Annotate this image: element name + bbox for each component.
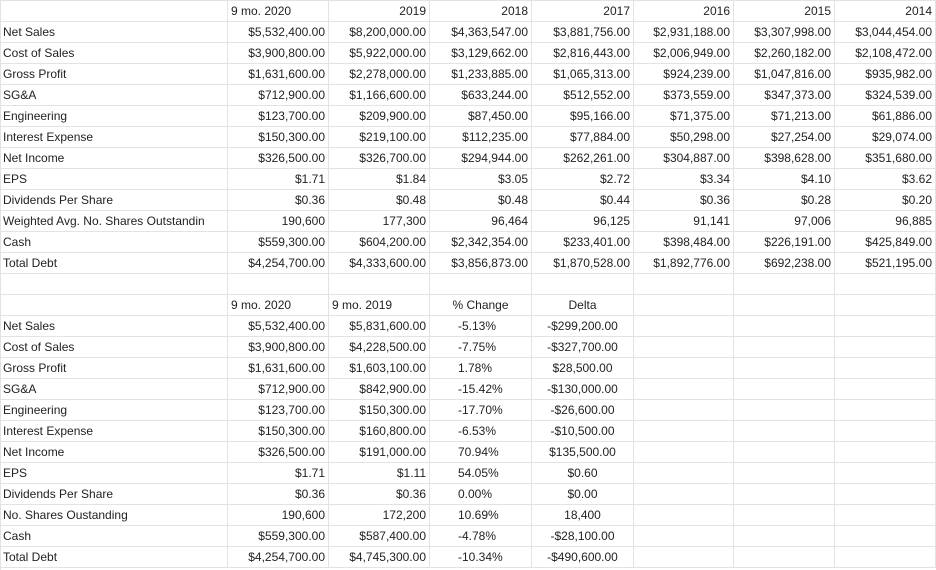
value-cell[interactable]: $135,500.00 [532, 442, 634, 463]
row-label[interactable]: EPS [0, 463, 228, 484]
cell-empty[interactable] [634, 463, 734, 484]
value-cell[interactable]: $1,631,600.00 [228, 358, 329, 379]
value-cell[interactable]: $5,532,400.00 [228, 316, 329, 337]
value-cell[interactable]: 1.78% [430, 358, 532, 379]
cell-empty[interactable] [835, 337, 936, 358]
value-cell[interactable]: $0.36 [634, 190, 734, 211]
value-cell[interactable]: $0.00 [532, 484, 634, 505]
table-row [0, 22, 936, 43]
value-cell[interactable]: $2,342,354.00 [430, 232, 532, 253]
cell-empty[interactable] [734, 547, 835, 568]
cell-empty[interactable] [634, 316, 734, 337]
cell-empty[interactable] [734, 400, 835, 421]
table-row [0, 43, 936, 64]
value-cell[interactable]: 70.94% [430, 442, 532, 463]
row-label[interactable]: SG&A [0, 85, 228, 106]
value-cell[interactable]: -17.70% [430, 400, 532, 421]
table-row [0, 85, 936, 106]
row-label[interactable]: EPS [0, 169, 228, 190]
value-cell[interactable]: $0.60 [532, 463, 634, 484]
bottom-header-row [0, 295, 936, 316]
value-cell[interactable]: $559,300.00 [228, 526, 329, 547]
value-cell[interactable]: $28,500.00 [532, 358, 634, 379]
value-cell[interactable]: $0.36 [228, 190, 329, 211]
row-label[interactable]: Interest Expense [0, 127, 228, 148]
table-row [0, 190, 936, 211]
value-cell[interactable]: $0.20 [835, 190, 936, 211]
cell-empty[interactable] [734, 505, 835, 526]
value-cell[interactable]: $398,628.00 [734, 148, 835, 169]
value-cell[interactable]: $226,191.00 [734, 232, 835, 253]
value-cell[interactable]: $219,100.00 [329, 127, 430, 148]
value-cell[interactable]: $3.62 [835, 169, 936, 190]
cell-empty[interactable] [634, 442, 734, 463]
value-cell[interactable]: $87,450.00 [430, 106, 532, 127]
value-cell[interactable]: $1,631,600.00 [228, 64, 329, 85]
value-cell[interactable]: $1,892,776.00 [634, 253, 734, 274]
value-cell[interactable]: $1,870,528.00 [532, 253, 634, 274]
table-row [0, 148, 936, 169]
value-cell[interactable]: 96,125 [532, 211, 634, 232]
value-cell[interactable]: $4,228,500.00 [329, 337, 430, 358]
value-cell[interactable]: $0.44 [532, 190, 634, 211]
value-cell[interactable]: 96,885 [835, 211, 936, 232]
table-row [0, 358, 936, 379]
column-header[interactable]: 9 mo. 2020 [228, 295, 329, 316]
value-cell[interactable]: 190,600 [228, 505, 329, 526]
value-cell[interactable]: $123,700.00 [228, 106, 329, 127]
value-cell[interactable]: -7.75% [430, 337, 532, 358]
cell-empty[interactable] [634, 295, 734, 316]
value-cell[interactable]: $191,000.00 [329, 442, 430, 463]
value-cell[interactable]: $587,400.00 [329, 526, 430, 547]
value-cell[interactable]: $3.34 [634, 169, 734, 190]
value-cell[interactable]: $842,900.00 [329, 379, 430, 400]
cell-empty[interactable] [634, 400, 734, 421]
value-cell[interactable]: $425,849.00 [835, 232, 936, 253]
value-cell[interactable]: $5,831,600.00 [329, 316, 430, 337]
value-cell[interactable]: $1.11 [329, 463, 430, 484]
column-header[interactable]: % Change [430, 295, 532, 316]
cell-empty[interactable] [835, 295, 936, 316]
cell-empty[interactable] [835, 505, 936, 526]
value-cell[interactable]: -$327,700.00 [532, 337, 634, 358]
cell-empty[interactable] [835, 400, 936, 421]
value-cell[interactable]: $398,484.00 [634, 232, 734, 253]
column-header[interactable]: 9 mo. 2019 [329, 295, 430, 316]
row-label[interactable]: Cost of Sales [0, 43, 228, 64]
value-cell[interactable]: $0.48 [430, 190, 532, 211]
cell-empty[interactable] [532, 274, 634, 295]
value-cell[interactable]: $3,044,454.00 [835, 22, 936, 43]
row-label[interactable]: Net Income [0, 148, 228, 169]
value-cell[interactable]: $1,603,100.00 [329, 358, 430, 379]
value-cell[interactable]: $0.48 [329, 190, 430, 211]
value-cell[interactable]: $2,816,443.00 [532, 43, 634, 64]
value-cell[interactable]: 177,300 [329, 211, 430, 232]
table-row [0, 421, 936, 442]
cell-empty[interactable] [835, 463, 936, 484]
column-header[interactable]: 2016 [634, 1, 734, 22]
value-cell[interactable]: $512,552.00 [532, 85, 634, 106]
value-cell[interactable]: 10.69% [430, 505, 532, 526]
row-label[interactable]: Net Income [0, 442, 228, 463]
value-cell[interactable]: -$26,600.00 [532, 400, 634, 421]
value-cell[interactable]: $604,200.00 [329, 232, 430, 253]
value-cell[interactable]: $2.72 [532, 169, 634, 190]
value-cell[interactable]: $4,333,600.00 [329, 253, 430, 274]
value-cell[interactable]: -4.78% [430, 526, 532, 547]
cell-empty[interactable] [634, 505, 734, 526]
value-cell[interactable]: $2,006,949.00 [634, 43, 734, 64]
cell-empty[interactable] [734, 337, 835, 358]
value-cell[interactable]: $1,065,313.00 [532, 64, 634, 85]
value-cell[interactable]: $150,300.00 [329, 400, 430, 421]
value-cell[interactable]: $521,195.00 [835, 253, 936, 274]
table-row [0, 106, 936, 127]
value-cell[interactable]: -6.53% [430, 421, 532, 442]
value-cell[interactable]: $3,129,662.00 [430, 43, 532, 64]
value-cell[interactable]: -$490,600.00 [532, 547, 634, 568]
value-cell[interactable]: $0.36 [329, 484, 430, 505]
value-cell[interactable]: $5,922,000.00 [329, 43, 430, 64]
table-row [0, 64, 936, 85]
value-cell[interactable]: -10.34% [430, 547, 532, 568]
table-row [0, 463, 936, 484]
cell-empty[interactable] [634, 421, 734, 442]
value-cell[interactable]: -$28,100.00 [532, 526, 634, 547]
value-cell[interactable]: $150,300.00 [228, 421, 329, 442]
value-cell[interactable]: $4.10 [734, 169, 835, 190]
value-cell[interactable]: $150,300.00 [228, 127, 329, 148]
value-cell[interactable]: $71,213.00 [734, 106, 835, 127]
value-cell[interactable]: 91,141 [634, 211, 734, 232]
cell-empty[interactable] [835, 358, 936, 379]
value-cell[interactable]: $262,261.00 [532, 148, 634, 169]
value-cell[interactable]: $712,900.00 [228, 379, 329, 400]
value-cell[interactable]: $61,886.00 [835, 106, 936, 127]
cell-empty[interactable] [228, 274, 329, 295]
row-label[interactable]: Net Sales [0, 22, 228, 43]
value-cell[interactable]: $351,680.00 [835, 148, 936, 169]
value-cell[interactable]: $373,559.00 [634, 85, 734, 106]
value-cell[interactable]: $304,887.00 [634, 148, 734, 169]
value-cell[interactable]: $5,532,400.00 [228, 22, 329, 43]
value-cell[interactable]: $326,500.00 [228, 442, 329, 463]
row-label[interactable]: Gross Profit [0, 64, 228, 85]
value-cell[interactable]: $2,108,472.00 [835, 43, 936, 64]
column-header[interactable]: 2014 [835, 1, 936, 22]
cell-empty[interactable] [0, 274, 228, 295]
value-cell[interactable]: $1,166,600.00 [329, 85, 430, 106]
column-header[interactable]: 2015 [734, 1, 835, 22]
cell-empty[interactable] [634, 484, 734, 505]
column-header[interactable]: 2018 [430, 1, 532, 22]
row-label[interactable]: Dividends Per Share [0, 484, 228, 505]
cell-empty[interactable] [835, 316, 936, 337]
value-cell[interactable]: $2,931,188.00 [634, 22, 734, 43]
value-cell[interactable]: $123,700.00 [228, 400, 329, 421]
value-cell[interactable]: $326,500.00 [228, 148, 329, 169]
cell-empty[interactable] [430, 274, 532, 295]
table-row [0, 526, 936, 547]
table-row [0, 211, 936, 232]
table-row [0, 547, 936, 568]
row-label[interactable]: Net Sales [0, 316, 228, 337]
value-cell[interactable]: $1,233,885.00 [430, 64, 532, 85]
value-cell[interactable]: $924,239.00 [634, 64, 734, 85]
value-cell[interactable]: -$299,200.00 [532, 316, 634, 337]
value-cell[interactable]: $95,166.00 [532, 106, 634, 127]
cell-empty[interactable] [835, 421, 936, 442]
cell-empty[interactable] [734, 484, 835, 505]
value-cell[interactable]: $209,900.00 [329, 106, 430, 127]
table-row [0, 316, 936, 337]
value-cell[interactable]: $8,200,000.00 [329, 22, 430, 43]
value-cell[interactable]: $3.05 [430, 169, 532, 190]
value-cell[interactable]: $4,745,300.00 [329, 547, 430, 568]
empty-row [0, 274, 936, 295]
column-header[interactable]: 2017 [532, 1, 634, 22]
value-cell[interactable]: $1,047,816.00 [734, 64, 835, 85]
value-cell[interactable]: $3,307,998.00 [734, 22, 835, 43]
value-cell[interactable]: $0.28 [734, 190, 835, 211]
row-label[interactable]: SG&A [0, 379, 228, 400]
row-label[interactable]: Cash [0, 232, 228, 253]
cell-empty[interactable] [835, 526, 936, 547]
cell-empty[interactable] [835, 442, 936, 463]
value-cell[interactable]: $77,884.00 [532, 127, 634, 148]
value-cell[interactable]: $4,254,700.00 [228, 253, 329, 274]
cell-empty[interactable] [734, 442, 835, 463]
value-cell[interactable]: $160,800.00 [329, 421, 430, 442]
table-row [0, 442, 936, 463]
column-header[interactable]: 2019 [329, 1, 430, 22]
value-cell[interactable]: 96,464 [430, 211, 532, 232]
value-cell[interactable]: $347,373.00 [734, 85, 835, 106]
row-label[interactable]: Dividends Per Share [0, 190, 228, 211]
value-cell[interactable]: $71,375.00 [634, 106, 734, 127]
cell-empty[interactable] [634, 274, 734, 295]
value-cell[interactable]: 172,200 [329, 505, 430, 526]
value-cell[interactable]: $4,254,700.00 [228, 547, 329, 568]
table-row [0, 169, 936, 190]
value-cell[interactable]: $326,700.00 [329, 148, 430, 169]
column-header[interactable]: 9 mo. 2020 [228, 1, 329, 22]
value-cell[interactable]: $27,254.00 [734, 127, 835, 148]
row-label[interactable]: Cash [0, 526, 228, 547]
column-header[interactable]: Delta [532, 295, 634, 316]
value-cell[interactable]: $50,298.00 [634, 127, 734, 148]
value-cell[interactable]: $29,074.00 [835, 127, 936, 148]
value-cell[interactable]: $712,900.00 [228, 85, 329, 106]
row-label[interactable]: Cost of Sales [0, 337, 228, 358]
value-cell[interactable]: $2,278,000.00 [329, 64, 430, 85]
value-cell[interactable]: $559,300.00 [228, 232, 329, 253]
value-cell[interactable]: -5.13% [430, 316, 532, 337]
value-cell[interactable]: 97,006 [734, 211, 835, 232]
table-row [0, 400, 936, 421]
cell-empty[interactable] [835, 484, 936, 505]
cell-empty[interactable] [734, 421, 835, 442]
row-label[interactable]: Weighted Avg. No. Shares Outstandin [0, 211, 228, 232]
value-cell[interactable]: $2,260,182.00 [734, 43, 835, 64]
value-cell[interactable]: $3,900,800.00 [228, 43, 329, 64]
row-label[interactable]: Gross Profit [0, 358, 228, 379]
value-cell[interactable]: $935,982.00 [835, 64, 936, 85]
value-cell[interactable]: $233,401.00 [532, 232, 634, 253]
top-header-row [0, 1, 936, 22]
value-cell[interactable]: $1.71 [228, 169, 329, 190]
row-label[interactable]: Total Debt [0, 253, 228, 274]
value-cell[interactable]: 0.00% [430, 484, 532, 505]
row-label[interactable]: Engineering [0, 400, 228, 421]
table-row [0, 232, 936, 253]
value-cell[interactable]: $3,881,756.00 [532, 22, 634, 43]
cell-empty[interactable] [835, 274, 936, 295]
cell-empty[interactable] [634, 547, 734, 568]
value-cell[interactable]: $324,539.00 [835, 85, 936, 106]
cell-empty[interactable] [0, 295, 228, 316]
table-row [0, 253, 936, 274]
cell-empty[interactable] [734, 358, 835, 379]
cell-empty[interactable] [634, 358, 734, 379]
value-cell[interactable]: -$130,000.00 [532, 379, 634, 400]
cell-empty[interactable] [734, 379, 835, 400]
value-cell[interactable]: 54.05% [430, 463, 532, 484]
row-label[interactable]: Engineering [0, 106, 228, 127]
row-label[interactable]: Total Debt [0, 547, 228, 568]
cell-empty[interactable] [734, 463, 835, 484]
cell-empty[interactable] [734, 274, 835, 295]
row-label[interactable]: Interest Expense [0, 421, 228, 442]
cell-empty[interactable] [734, 316, 835, 337]
cell-empty[interactable] [634, 526, 734, 547]
value-cell[interactable]: $633,244.00 [430, 85, 532, 106]
value-cell[interactable]: $3,900,800.00 [228, 337, 329, 358]
cell-empty[interactable] [634, 337, 734, 358]
cell-empty[interactable] [835, 547, 936, 568]
table-row [0, 127, 936, 148]
value-cell[interactable]: $1.71 [228, 463, 329, 484]
value-cell[interactable]: $692,238.00 [734, 253, 835, 274]
cell-empty[interactable] [734, 526, 835, 547]
value-cell[interactable]: $3,856,873.00 [430, 253, 532, 274]
cell-empty[interactable] [734, 295, 835, 316]
value-cell[interactable]: -$10,500.00 [532, 421, 634, 442]
cell-empty[interactable] [0, 1, 228, 22]
table-row [0, 379, 936, 400]
value-cell[interactable]: -15.42% [430, 379, 532, 400]
cell-empty[interactable] [634, 379, 734, 400]
cell-empty[interactable] [329, 274, 430, 295]
table-row [0, 505, 936, 526]
value-cell[interactable]: $294,944.00 [430, 148, 532, 169]
value-cell[interactable]: $1.84 [329, 169, 430, 190]
value-cell[interactable]: 190,600 [228, 211, 329, 232]
value-cell[interactable]: 18,400 [532, 505, 634, 526]
cell-empty[interactable] [835, 379, 936, 400]
value-cell[interactable]: $4,363,547.00 [430, 22, 532, 43]
table-row [0, 337, 936, 358]
row-label[interactable]: No. Shares Oustanding [0, 505, 228, 526]
table-row [0, 484, 936, 505]
value-cell[interactable]: $112,235.00 [430, 127, 532, 148]
value-cell[interactable]: $0.36 [228, 484, 329, 505]
